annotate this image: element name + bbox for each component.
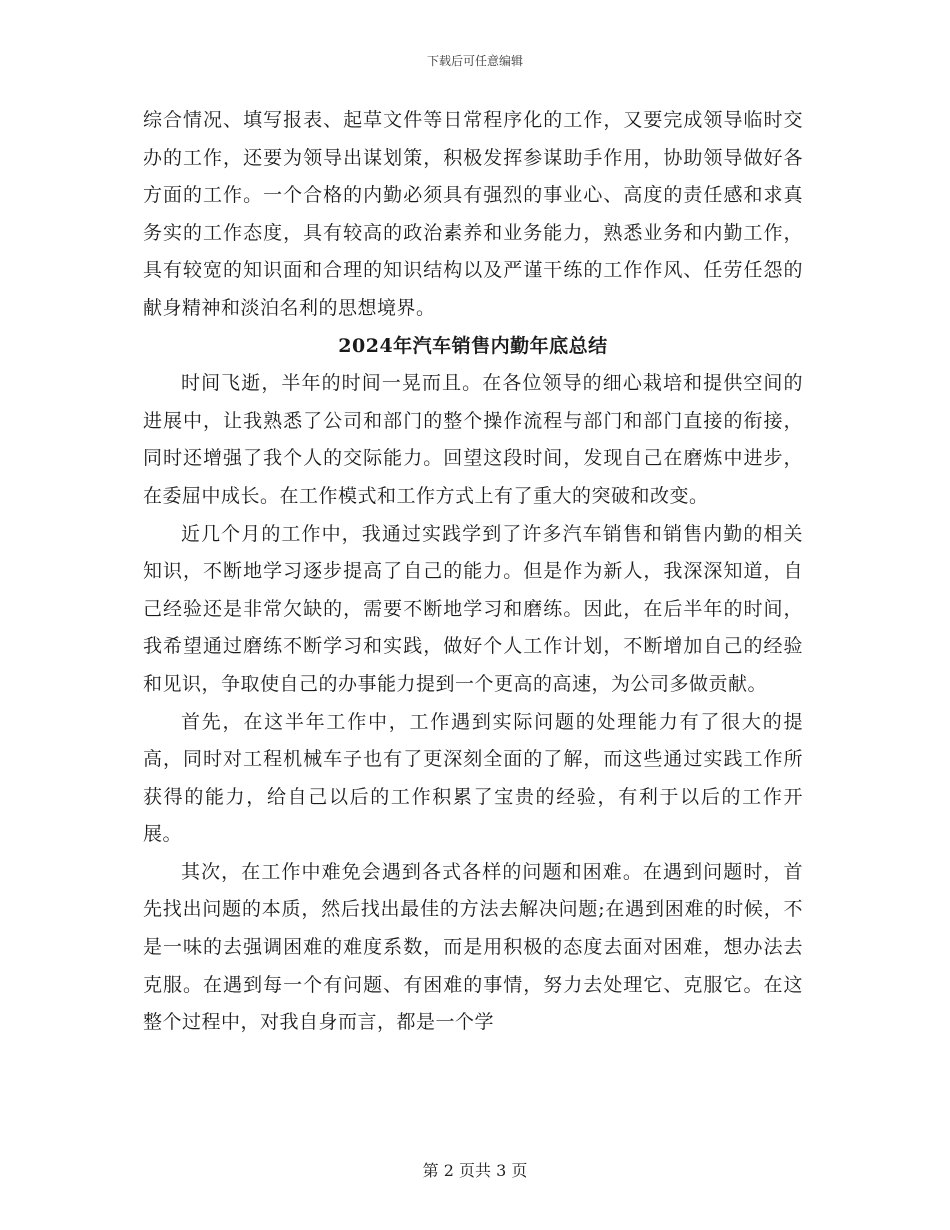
- paragraph: 时间飞逝，半年的时间一晃而且。在各位领导的细心栽培和提供空间的进展中，让我熟悉了公司和部门的整个操作流程与部门和部门直接的衔接，同时还增强了我个人的交际能力。回望这段时间，发现自己在磨炼中进步，在委屈中成长。在工作模式和工作方式上有了重大的突破和改变。: [143, 372, 803, 507]
- page-header: 下载后可任意编辑: [426, 54, 523, 68]
- page-footer: 第 2 页共 3 页: [422, 1161, 528, 1180]
- document-body: [143, 102, 803, 1042]
- section-title: 2024年汽车销售内勤年底总结: [338, 334, 608, 357]
- paragraph-continued: 综合情况、填写报表、起草文件等日常程序化的工作，又要完成领导临时交办的工作，还要为领导出谋划策，积极发挥参谋助手作用，协助领导做好各方面的工作。一个合格的内勤必须具有强烈的事业心、高度的责任感和求真务实的工作态度，具有较高的政治素养和业务能力，熟悉业务和内勤工作，具有较宽的知识面和合理的知识结构以及严谨干练的工作作风、任劳任怨的献身精神和淡泊名利的思想境界。: [143, 109, 803, 319]
- paragraph: 其次，在工作中难免会遇到各式各样的问题和困难。在遇到问题时，首先找出问题的本质，然后找出最佳的方法去解决问题;在遇到困难的时候，不是一味的去强调困难的难度系数，而是用积极的态度去面对困难，想办法去克服。在遇到每一个有问题、有困难的事情，努力去处理它、克服它。在这整个过程中，对我自身而言，都是一个学: [143, 860, 803, 1034]
- paragraph: 近几个月的工作中，我通过实践学到了许多汽车销售和销售内勤的相关知识，不断地学习逐步提高了自己的能力。但是作为新人，我深深知道，自己经验还是非常欠缺的，需要不断地学习和磨练。因此，在后半年的时间，我希望通过磨练不断学习和实践，做好个人工作计划，不断增加自己的经验和见识，争取使自己的办事能力提到一个更高的高速，为公司多做贡献。: [143, 522, 803, 695]
- paragraph: 首先，在这半年工作中，工作遇到实际问题的处理能力有了很大的提高，同时对工程机械车子也有了更深刻全面的了解，而这些通过实践工作所获得的能力，给自己以后的工作积累了宝贵的经验，有利于以后的工作开展。: [143, 710, 803, 846]
